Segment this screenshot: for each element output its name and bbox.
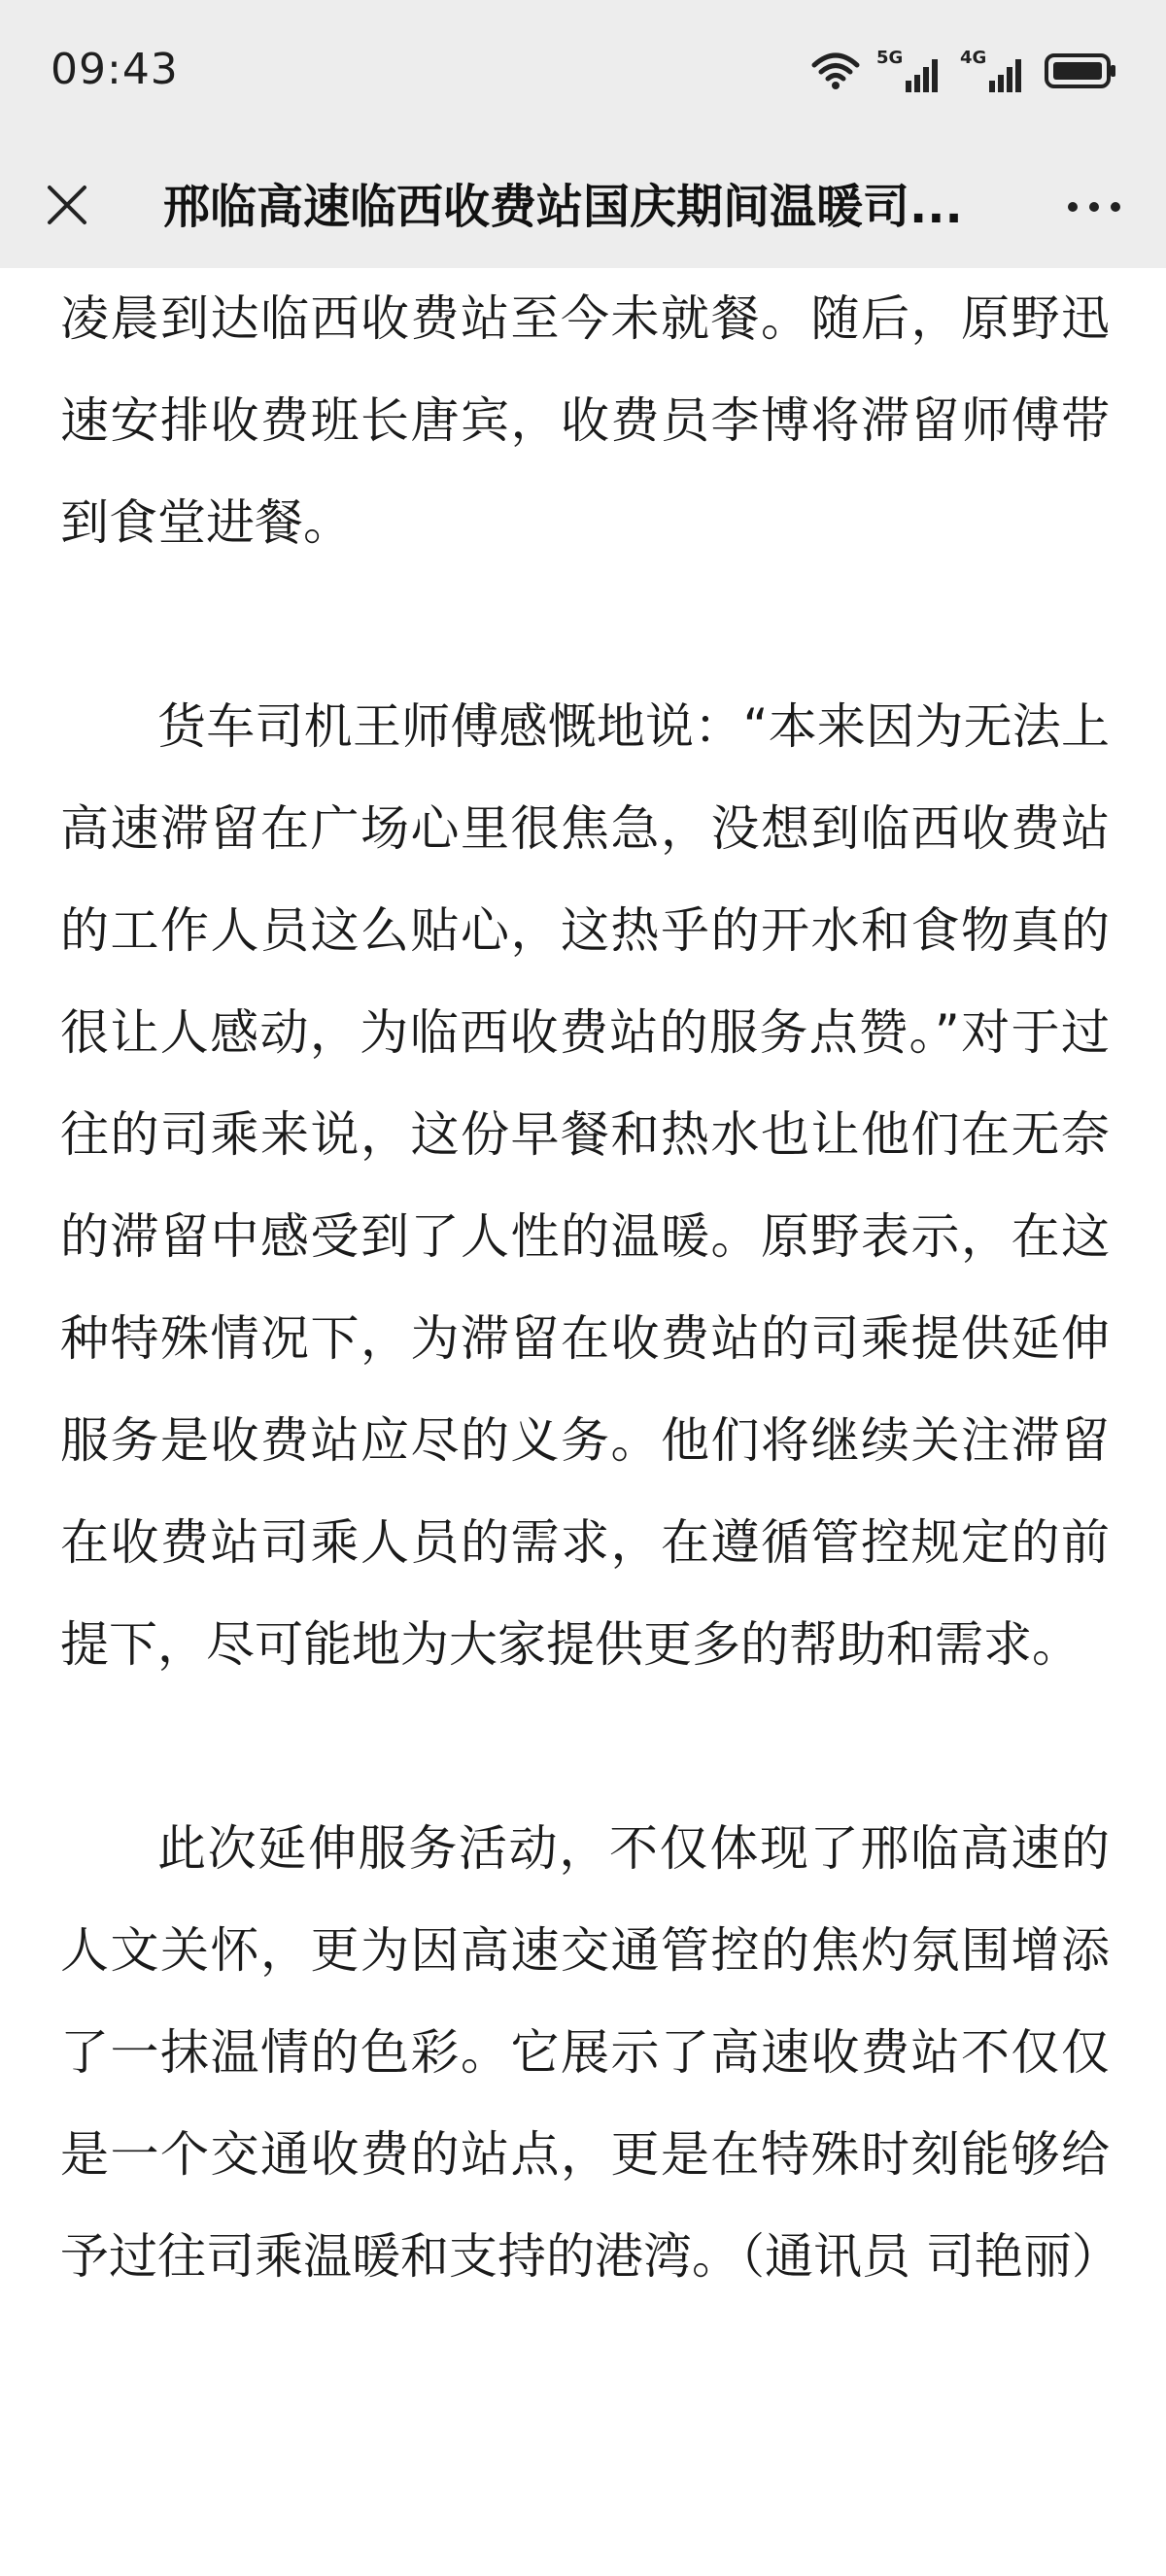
close-button[interactable] <box>29 169 105 245</box>
network-5g-label: 5G <box>876 48 904 68</box>
article-body <box>60 268 1120 2308</box>
paragraph-spacer <box>60 1696 1110 1798</box>
paragraph-spacer <box>60 574 1110 676</box>
wifi-icon <box>810 51 861 94</box>
article-paragraph: 凌晨到达临西收费站至今未就餐。随后，原野迅速安排收费班长唐宾，收费员李博将滞留师傅带到食堂进餐。 <box>60 290 1110 551</box>
nav-bar <box>0 146 1166 268</box>
signal-5g-icon <box>876 48 944 94</box>
status-time: 09:43 <box>51 45 179 94</box>
status-icons <box>810 49 1117 97</box>
article-paragraph: 货车司机王师傅感慨地说：“本来因为无法上高速滞留在广场心里很焦急，没想到临西收费站的工作人员这么贴心，这热乎的开水和食物真的很让人感动，为临西收费站的服务点赞。”对于过往的司乘来说，这份早餐和热水也让他们在无奈的滞留中感受到了人性的温暖。原野表示，在这种特殊情况下，为滞留在收费站的司乘提供延伸服务是收费站应尽的义务。他们将继续关注滞留在收费站司乘人员的需求，在遵循管控规定的前提下，尽可能地为大家提供更多的帮助和需求。 <box>60 698 1110 1673</box>
article-paragraph: 此次延伸服务活动，不仅体现了邢临高速的人文关怀，更为因高速交通管控的焦灼氛围增添了一抹温情的色彩。它展示了高速收费站不仅仅是一个交通收费的站点，更是在特殊时刻能够给予过往司乘温暖和支持的港湾。（通讯员 司艳丽） <box>60 1820 1120 2285</box>
more-icon <box>1067 198 1121 217</box>
status-bar <box>0 0 1166 146</box>
close-icon <box>46 184 88 230</box>
battery-icon <box>1044 51 1117 94</box>
page-title: 邢临高速临西收费站国庆期间温暖司... <box>163 180 963 234</box>
more-button[interactable] <box>1055 169 1133 245</box>
network-4g-label: 4G <box>960 48 987 68</box>
signal-4g-icon <box>960 48 1028 94</box>
